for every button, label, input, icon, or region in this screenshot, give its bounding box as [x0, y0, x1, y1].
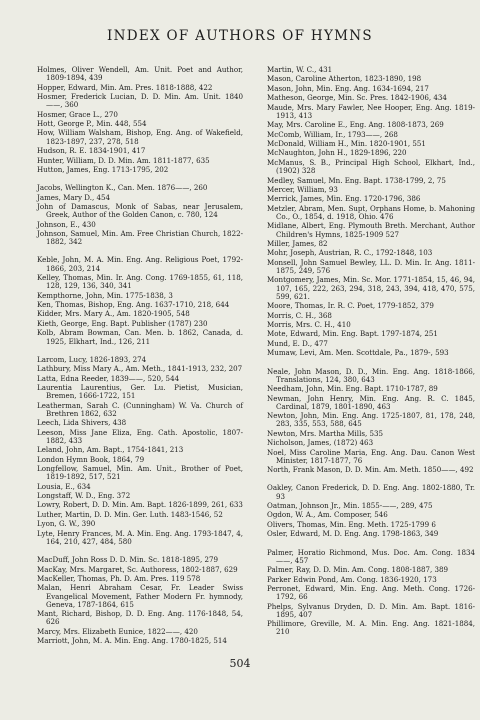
index-entry: Luther, Martin, D. D. Min. Ger. Luth. 1483-1546, 52 [37, 509, 223, 519]
index-entry: Kidder, Mrs. Mary A., Am. 1820-1905, 548 [37, 309, 190, 319]
index-entry: Holmes, Oliver Wendell, Am. Unit. Poet and Author, 1809-1894, 439 [37, 65, 243, 83]
index-entry: Hudson, R. E. 1834-1901, 417 [37, 146, 146, 156]
index-entry: Merrick, James, Min. Eng. 1720-1796, 386 [267, 194, 421, 204]
index-entry: May, Mrs. Caroline E., Eng. Ang. 1808-1873, 269 [267, 120, 444, 130]
index-entry: Latta, Edna Reeder, 1839——, 520, 544 [37, 373, 180, 383]
index-entry: Palmer, Ray, D. D. Min. Am. Cong. 1808-1887, 389 [267, 565, 449, 575]
index-entry: McComb, William, Ir., 1793——, 268 [267, 129, 398, 139]
index-entry: Lyte, Henry Frances, M. A. Min. Eng. Ang. 1793-1847, 4, 164, 210, 427, 484, 580 [37, 528, 243, 546]
index-entry: Longstaff, W. D., Eng. 372 [37, 491, 131, 501]
index-entry: Mason, Caroline Atherton, 1823-1890, 198 [267, 74, 422, 84]
index-entry: Hosmer, Frederick Lucian, D. D. Min. Am. Unit. 1840——, 360 [37, 92, 243, 110]
index-entry: Leland, John, Am. Bapt., 1754-1841, 213 [37, 445, 184, 455]
index-entry: Marcy, Mrs. Elizabeth Eunice, 1822——, 420 [37, 626, 198, 636]
index-entry: Hutton, James, Eng. 1713-1795, 202 [37, 164, 169, 174]
page-title: INDEX OF AUTHORS OF HYMNS [107, 28, 373, 44]
index-entry: Kelley, Thomas, Min. Ir. Ang. Cong. 1769-1855, 61, 118, 128, 129, 136, 340, 341 [37, 273, 243, 291]
index-entry: Lyon, G. W., 390 [37, 519, 96, 529]
index-entry: James, Mary D., 454 [37, 192, 111, 202]
index-entry: Mercer, William, 93 [267, 184, 338, 194]
index-column-right [267, 66, 475, 638]
index-entry: Phillimore, Greville, M. A. Min. Eng. Ang. 1821-1884, 210 [267, 619, 475, 637]
index-entry: Larcom, Lucy, 1826-1893, 274 [37, 354, 147, 364]
index-entry: Oakley, Canon Frederick, D. D. Eng. Ang. 1802-1880, Tr. 93 [267, 483, 475, 501]
index-entry: Hopper, Edward, Min. Am. Pres. 1818-1888, 422 [37, 82, 213, 92]
index-entry: Metzler, Abram, Men. Supt, Orphans Home, b. Mahoning Co., O., 1854, d. 1918, Ohio. 476 [267, 203, 475, 221]
index-entry: Leech, Lida Shivers, 438 [37, 418, 127, 428]
index-entry: John of Damascus, Monk of Sabas, near Jerusalem, Greek, Author of the Golden Canon, c. 780, 124 [37, 201, 243, 220]
index-entry: Phelps, Sylvanus Dryden, D. D. Min. Am. Bapt. 1816-1895, 407 [267, 601, 475, 619]
index-entry: Mund, E. D., 477 [267, 338, 328, 348]
index-entry: McNaughton, John H., 1829-1896, 220 [267, 148, 407, 158]
index-entry: Ogdon, W. A., Am. Composer, 546 [267, 510, 388, 520]
index-entry: Ken, Thomas, Bishop, Eng. Ang. 1637-1710, 218, 644 [37, 300, 230, 310]
index-entry: Olivers, Thomas, Min. Eng. Meth. 1725-1799 6 [267, 519, 436, 529]
index-entry: London Hymn Book, 1864, 79 [37, 454, 145, 464]
index-entry: Mason, John, Min. Eng. Ang. 1634-1694, 217 [267, 83, 429, 93]
index-entry: Kolb, Abram Bowman, Can. Men. b. 1862, Canada, d. 1925, Elkhart, Ind., 126, 211 [37, 328, 243, 346]
index-entry: Martin, W. C., 431 [267, 65, 333, 74]
index-entry: Monsell, John Samuel Bewley, LL. D. Min. Ir. Ang. 1811-1875, 249, 576 [267, 257, 475, 275]
index-entry: Miller, James, 82 [267, 238, 328, 248]
index-entry: North, Frank Mason, D. D. Min. Am. Meth. 1850——, 492 [267, 465, 474, 475]
index-entry: Keble, John, M. A. Min. Eng. Ang. Religious Poet, 1792-1866, 203, 214 [37, 255, 243, 273]
index-entry: Kempthorne, John, Min. 1775-1838, 3 [37, 290, 173, 300]
index-entry: Lowry, Robert, D. D. Min. Am. Bapt. 1826-1899, 261, 633 [37, 500, 243, 510]
index-entry: Mohr, Joseph, Austrian, R. C., 1792-1848, 103 [267, 248, 433, 258]
index-entry: Oatman, Johnson Jr., Min. 1855-——, 289, 475 [267, 501, 433, 511]
index-entry: Newton, John, Min. Eng. Ang. 1725-1807, 81, 178, 248, 283, 335, 553, 588, 645 [267, 411, 475, 429]
index-entry: Midlane, Albert, Eng. Plymouth Breth. Merchant, Author Children's Hymns, 1825-1909 527 [267, 221, 475, 239]
index-entry: MacKeller, Thomas, Ph. D. Am. Pres. 119 578 [37, 573, 201, 583]
index-entry: Matheson, George, Min. Sc. Pres. 1842-1906, 434 [267, 93, 447, 103]
index-entry: Kieth, George, Eng. Bapt. Publisher (1787) 230 [37, 318, 208, 328]
index-entry: Marriott, John, M. A. Min. Eng. Ang. 1780-1825, 514 [37, 636, 227, 646]
index-entry: McManus, S. B., Principal High School, Elkhart, Ind., (1902) 328 [267, 157, 475, 176]
index-entry: Nicholson, James, (1872) 463 [267, 438, 374, 448]
index-entry: Palmer, Horatio Richmond, Mus. Doc. Am. Cong. 1834——, 457 [267, 547, 475, 565]
index-entry: Needham, John, Min. Eng. Bapt. 1710-1787, 89 [267, 384, 438, 394]
index-entry: Malan, Henri Abraham Cesar, Fr. Leader Swiss Evangelical Movement, Father Modern Fr. hymnody, Geneva, 1787-1864, 615 [37, 583, 243, 609]
index-entry: Parker Edwin Pond, Am. Cong. 1836-1920, 173 [267, 574, 437, 584]
index-entry: Medley, Samuel, Mn. Eng. Bapt. 1738-1799, 2, 75 [267, 175, 446, 185]
index-entry: Maude, Mrs. Mary Fawler, Nee Hooper, Eng. Ang. 1819-1913, 413 [267, 102, 475, 120]
index-entry: Hott, George P., Min. 448, 554 [37, 119, 147, 129]
index-entry: Mote, Edward, Min. Eng. Bapt. 1797-1874, 251 [267, 329, 438, 339]
index-entry: Hosmer, Grace L., 270 [37, 109, 118, 119]
index-entry: Montgomery, James, Min. Sc. Mor. 1771-1854, 15, 46, 94, 107, 165, 222, 263, 294, 318, 243, 394, 418, 470, 575, 599, 621. [267, 275, 475, 301]
index-entry: Johnson, E., 430 [37, 219, 96, 229]
index-entry: Moore, Thomas, Ir. R. C. Poet, 1779-1852, 379 [267, 301, 434, 311]
index-entry: How, William Walsham, Bishop, Eng. Ang. of Wakefield, 1823-1897, 237, 278, 518 [37, 128, 243, 146]
index-entry: Newman, John Henry, Min. Eng. Ang. R. C. 1845, Cardinal, 1879, 1801-1890, 463 [267, 393, 475, 411]
index-entry: Morris, C. H., 368 [267, 310, 332, 320]
page-number: 504 [229, 657, 251, 670]
index-entry: Hunter, William, D. D. Min. Am. 1811-1877, 635 [37, 155, 210, 165]
index-entry: Longfellow, Samuel, Min. Am. Unit., Brother of Poet, 1819-1892, 517, 521 [37, 464, 243, 482]
index-entry: Perronet, Edward, Min. Eng. Ang. Meth. Cong. 1726-1792, 66 [267, 583, 475, 602]
index-entry: Mumaw, Levi, Am. Men. Scottdale, Pa., 1879-, 593 [267, 348, 449, 358]
index-entry: Lousia, E., 634 [37, 481, 91, 491]
index-entry: MacKay, Mrs. Margaret, Sc. Authoress, 1802-1887, 629 [37, 564, 238, 574]
index-entry: Mant, Richard, Bishop, D. D. Eng. Ang. 1176-1848, 54, 626 [37, 609, 243, 627]
index-entry: Lathbury, Miss Mary A., Am. Meth., 1841-1913, 232, 207 [37, 364, 243, 374]
index-column-left [37, 66, 243, 647]
index-entry: Neale, John Mason, D. D., Min. Eng. Ang. 1818-1866, Translations, 124, 380, 643 [267, 366, 475, 384]
index-entry: Osler, Edward, M. D. Eng. Ang. 1798-1863, 349 [267, 529, 439, 539]
index-entry: Newton, Mrs. Martha Mills, 535 [267, 428, 384, 438]
index-entry: Leeson, Miss Jane Eliza, Eng. Cath. Apostolic, 1807-1882, 433 [37, 427, 243, 445]
index-entry: Jacobs, Wellington K., Can. Men. 1876——, 260 [37, 183, 208, 193]
index-entry: McDonald, William H., Min. 1820-1901, 551 [267, 139, 426, 149]
index-entry: MacDuff, John Ross D. D. Min. Sc. 1818-1895, 279 [37, 555, 219, 565]
index-entry: Noel, Miss Caroline Maria, Eng. Ang. Dau. Canon West Minister, 1817-1877, 76 [267, 447, 475, 465]
index-entry: Morris, Mrs. C. H., 410 [267, 320, 351, 330]
index-entry: Laurentia Laurentius, Ger. Lu. Pietist, Musician, Bremen, 1666-1722, 151 [37, 382, 243, 401]
index-entry: Leatherman, Sarah C. (Cunningham) W. Va. Church of Brethren 1862, 632 [37, 400, 243, 418]
index-entry: Johnson, Samuel, Min. Am. Free Christian Church, 1822-1882, 342 [37, 228, 243, 247]
